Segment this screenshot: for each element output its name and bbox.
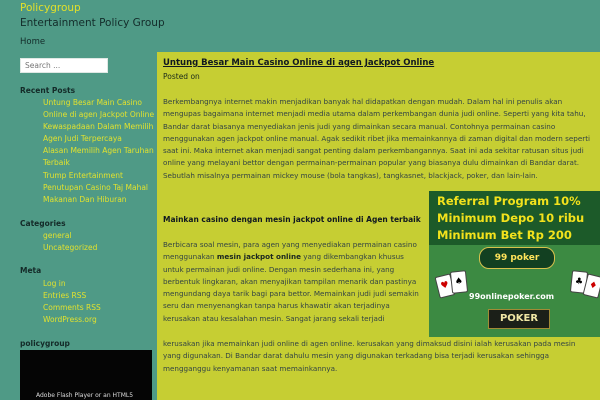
policygroup-widget-title: policygroup — [20, 339, 70, 348]
meta-link[interactable]: WordPress.org — [43, 315, 97, 325]
meta-link[interactable]: Log in — [43, 279, 66, 288]
category-link[interactable]: Uncategorized — [43, 243, 98, 253]
banner-line: Minimum Bet Rp 200 — [437, 228, 572, 242]
meta-link[interactable]: Comments RSS — [43, 303, 101, 313]
category-link[interactable]: general — [43, 231, 72, 240]
post-emphasis: mesin jackpot online — [216, 252, 301, 262]
posted-on: Posted on — [163, 72, 200, 81]
post-paragraph: kerusakan jika memainkan judi online di agen online. kerusakan yang dimaksud disini ialah kerusakan pada mesin yang digunakan. Di Bandar darat dahulu mesin yang digunakan terkadang bisa terjadi kerusakan sehingga mengganggu kenyamanan saat memainkannya. — [163, 339, 576, 373]
post-title-link[interactable]: Untung Besar Main Casino Online di agen Jackpot Online — [163, 58, 435, 68]
meta-list — [43, 278, 101, 326]
video-fallback-text: Adobe Flash Player or an HTML5 — [36, 392, 134, 399]
post-subheading: Mainkan casino dengan mesin jackpot online di Agen terbaik — [163, 215, 421, 224]
search-input[interactable] — [20, 58, 108, 73]
site-header — [0, 0, 600, 52]
main-content — [157, 52, 600, 400]
nav-home-link[interactable]: Home — [20, 37, 46, 47]
recent-post-link[interactable]: Trump Entertainment — [43, 170, 123, 180]
recent-post-link[interactable]: Kewaspadaan Dalam Memilih — [43, 122, 154, 132]
meta-title: Meta — [20, 266, 42, 275]
banner-poker-label: POKER — [488, 309, 550, 329]
categories-list — [43, 230, 97, 254]
recent-post-link[interactable]: Untung Besar Main Casino — [43, 98, 143, 107]
banner-line: Minimum Depo 10 ribu — [437, 211, 585, 225]
meta-link[interactable]: Entries RSS — [43, 291, 87, 301]
site-title[interactable]: Policygroup — [20, 2, 81, 14]
recent-post-link[interactable]: Terbaik — [43, 158, 70, 168]
video-player[interactable] — [20, 350, 152, 400]
poker-ad-banner[interactable] — [429, 191, 600, 337]
poker-logo-text: 99 poker — [494, 253, 540, 263]
post-paragraph — [163, 239, 419, 325]
card-icon: ♦ — [583, 273, 600, 298]
card-icon: ♥ — [435, 273, 456, 298]
recent-post-link[interactable]: Penutupan Casino Taj Mahal — [43, 182, 149, 192]
card-icon: ♠ — [450, 270, 468, 294]
recent-post-link[interactable]: Makanan Dan Hiburan — [43, 194, 127, 204]
banner-line: Referral Program 10% — [437, 194, 581, 208]
sidebar — [0, 52, 157, 400]
recent-posts-list — [43, 97, 154, 206]
categories-title: Categories — [20, 219, 66, 228]
site-description: Entertainment Policy Group — [20, 17, 165, 29]
recent-post-link[interactable]: Agen Judi Terpercaya — [43, 134, 122, 144]
post-text: yang dikembangkan khusus untuk permainan judi online. Dengan mesin sederhana ini, yang berbentuk lingkaran, akan menyajikan tampilan menarik dan pastinya mengundang daya tarik bagi para bettor. Memainkan judi judi semakin seru dan menyenangkan tanpa harus khawatir akan terjadinya kerusakan atau kesalahan mesin. Sangat jarang sekali terjadi — [163, 252, 419, 323]
poker-logo — [479, 247, 555, 269]
recent-post-link[interactable]: Alasan Memilih Agen Taruhan — [43, 146, 154, 156]
banner-header — [429, 191, 600, 245]
post-paragraph: Berkembangnya internet makin menjadikan banyak hal didapatkan dengan mudah. Dalam hal ini penulis akan mengupas bagaimana internet menjadi media utama dalam perkembangan dunia judi online. Seperti yang kita tahu, Bandar darat biasanya menyediakan jenis judi yang dimainkan secara manual. Contohnya permainan casino menggunakan agen jackpot online manual. Agak sedikit ribet jika memainkannya di zaman digital dan modern seperti saat ini. Maka internet akan menjadi sangat penting dalam perkembangannya. Saat ini ada sekitar ratusan situs judi online yang melayani bettor dengan permainan-permainan popular yang biasanya dulu dimainkan di Bandar darat. Sebutlah misalnya permainan mickey mouse (bola tangkas), tangkasnet, blackjack, poker, dan lain-lain. — [163, 97, 591, 180]
recent-posts-title: Recent Posts — [20, 86, 76, 95]
recent-post-link[interactable]: Online di agen Jackpot Online — [43, 110, 155, 120]
post-text: Berbicara soal mesin, para agen yang menyediakan permainan casino menggunakan — [163, 240, 417, 262]
banner-url: 99onlinepoker.com — [469, 292, 555, 301]
card-icon: ♣ — [570, 270, 588, 294]
